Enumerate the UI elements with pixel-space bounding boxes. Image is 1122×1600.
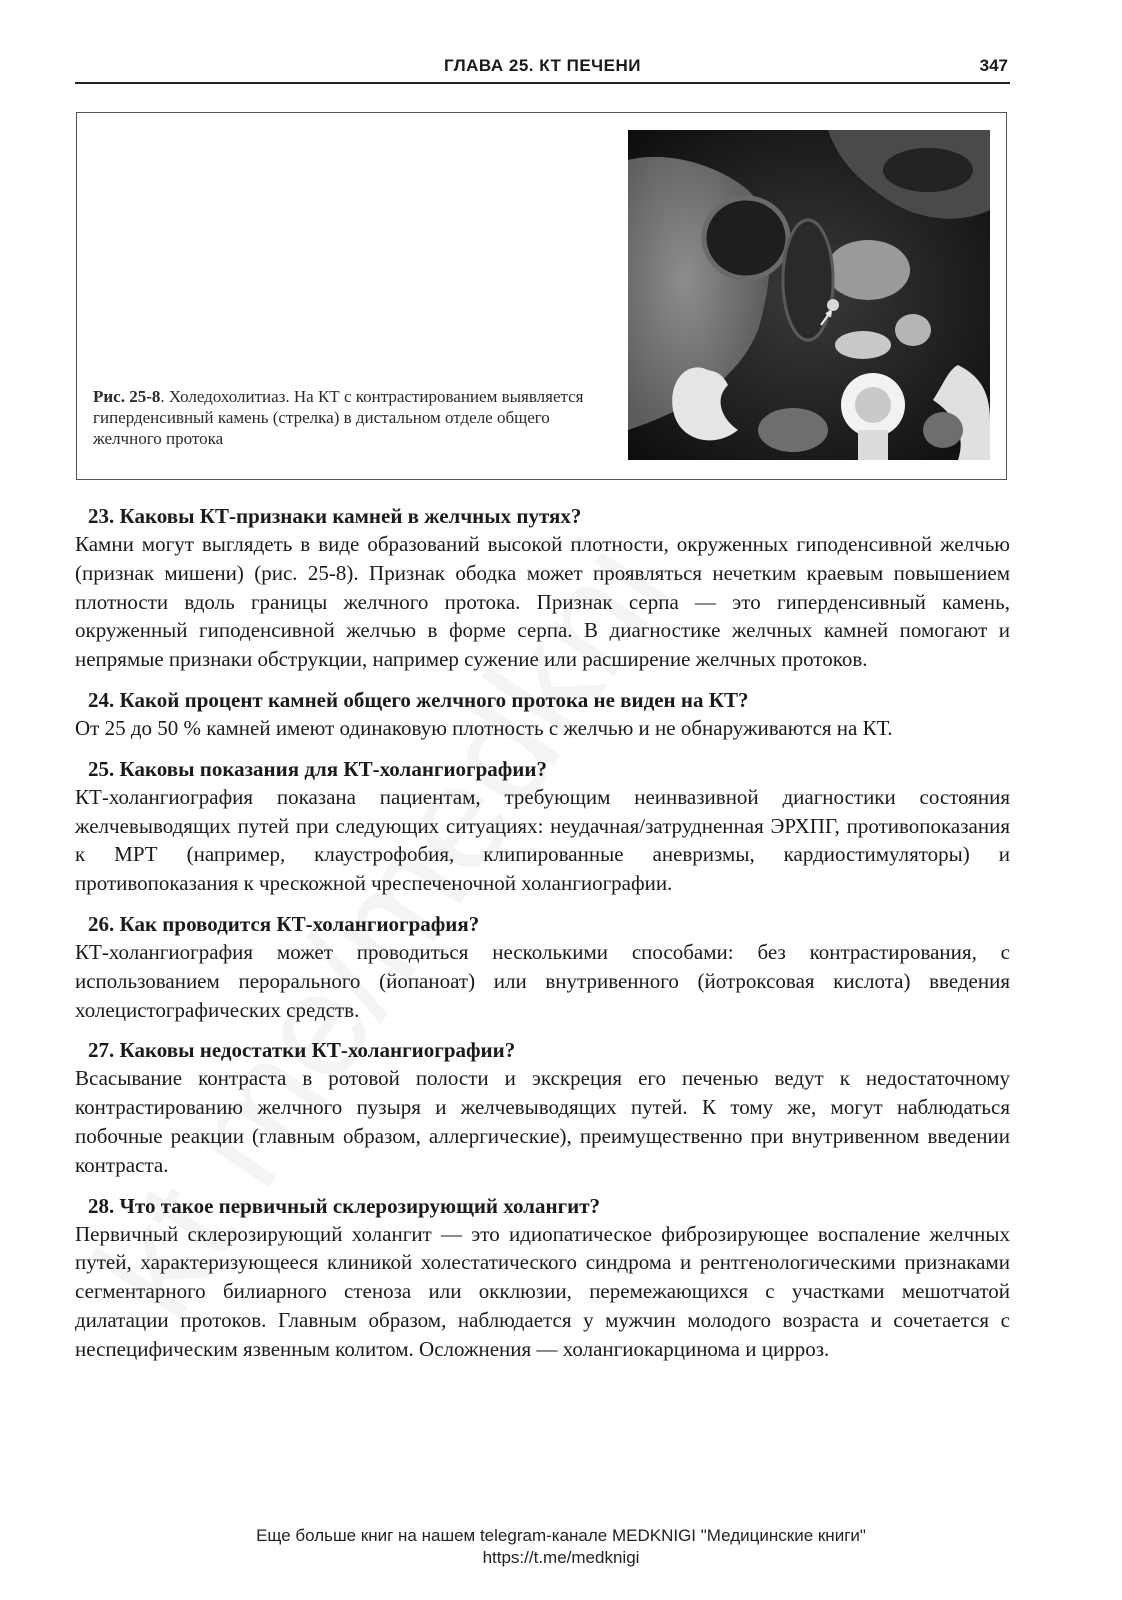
figure-caption-text: . Холедохолитиаз. На КТ с контрастированием выявляется гиперденсивный камень (стрелка) в дистальном отделе общего желчного протока bbox=[93, 387, 584, 448]
footer-line-1: Еще больше книг на нашем telegram-канале MEDKNIGI "Медицинские книги" bbox=[256, 1526, 866, 1545]
page-number: 347 bbox=[979, 56, 1008, 75]
figure-caption bbox=[93, 386, 613, 449]
chapter-title: ГЛАВА 25. КТ ПЕЧЕНИ bbox=[444, 56, 641, 75]
qa-item bbox=[75, 687, 1010, 743]
footer-link[interactable]: https://t.me/medknigi bbox=[482, 1548, 640, 1567]
answer-text: КТ-холангиография показана пациентам, требующим неинвазивной диагностики состояния желчевыводящих путей при следующих ситуациях: неудачная/затрудненная ЭРХПГ, противопоказания к МРТ (например, клаустрофобия, клипированные аневризмы, кардиостимуляторы) и противопоказания к чрескожной чреспеченочной холангиографии. bbox=[75, 784, 1010, 896]
footer-promo bbox=[0, 1525, 1122, 1569]
qa-item bbox=[75, 1193, 1010, 1364]
answer-text: КТ-холангиография может проводиться несколькими способами: без контрастирования, с использованием перорального (йопаноат) или внутривенного (йотроксовая кислота) введения холецистографических средств. bbox=[75, 939, 1010, 1022]
qa-item bbox=[75, 1037, 1010, 1179]
question-heading: 25. Каковы показания для КТ-холангиографии? bbox=[88, 756, 547, 781]
question-heading: 28. Что такое первичный склерозирующий холангит? bbox=[88, 1193, 601, 1218]
ct-scan-image bbox=[628, 130, 990, 460]
question-heading: 24. Какой процент камней общего желчного протока не виден на КТ? bbox=[88, 687, 749, 712]
answer-text: От 25 до 50 % камней имеют одинаковую плотность с желчью и не обнаруживаются на КТ. bbox=[75, 715, 893, 740]
question-heading: 23. Каковы КТ-признаки камней в желчных путях? bbox=[88, 504, 582, 528]
answer-text: Камни могут выглядеть в виде образований высокой плотности, окруженных гиподенсивной желчью (признак мишени) (рис. 25-8). Признак ободка может проявляться нечетким краевым повышением плотности вдоль границы желчного протока. Признак серпа — это гиперденсивный камень, окруженный гиподенсивной желчью в форме серпа. В диагностике желчных камней помогают и непрямые признаки обструкции, например сужение или расширение желчных протоков. bbox=[75, 532, 1010, 672]
qa-item bbox=[75, 503, 1010, 674]
qa-item bbox=[75, 911, 1010, 1024]
running-header bbox=[75, 56, 1010, 84]
question-heading: 26. Как проводится КТ-холангиография? bbox=[88, 911, 480, 936]
answer-text: Первичный склерозирующий холангит — это идиопатическое фиброзирующее воспаление желчных путей, характеризующееся клиникой холестатического синдрома и рентгенологическими признаками сегментарного билиарного стеноза или окклюзии, перемежающихся с участками мешотчатой дилатации протоков. Главным образом, наблюдается у мужчин молодого возраста и сочетается с неспецифическим язвенным колитом. Осложнения — холангиокарцинома и цирроз. bbox=[75, 1221, 1010, 1361]
qa-section bbox=[75, 503, 1010, 1377]
qa-item bbox=[75, 756, 1010, 898]
question-heading: 27. Каковы недостатки КТ-холангиографии? bbox=[88, 1038, 516, 1063]
answer-text: Всасывание контраста в ротовой полости и экскреция его печенью ведут к недостаточному контрастированию желчного пузыря и желчевыводящих путей. К тому же, могут наблюдаться побочные реакции (главным образом, аллергические), преимущественно при внутривенном введении контраста. bbox=[75, 1066, 1010, 1177]
figure-label: Рис. 25-8 bbox=[93, 387, 161, 406]
